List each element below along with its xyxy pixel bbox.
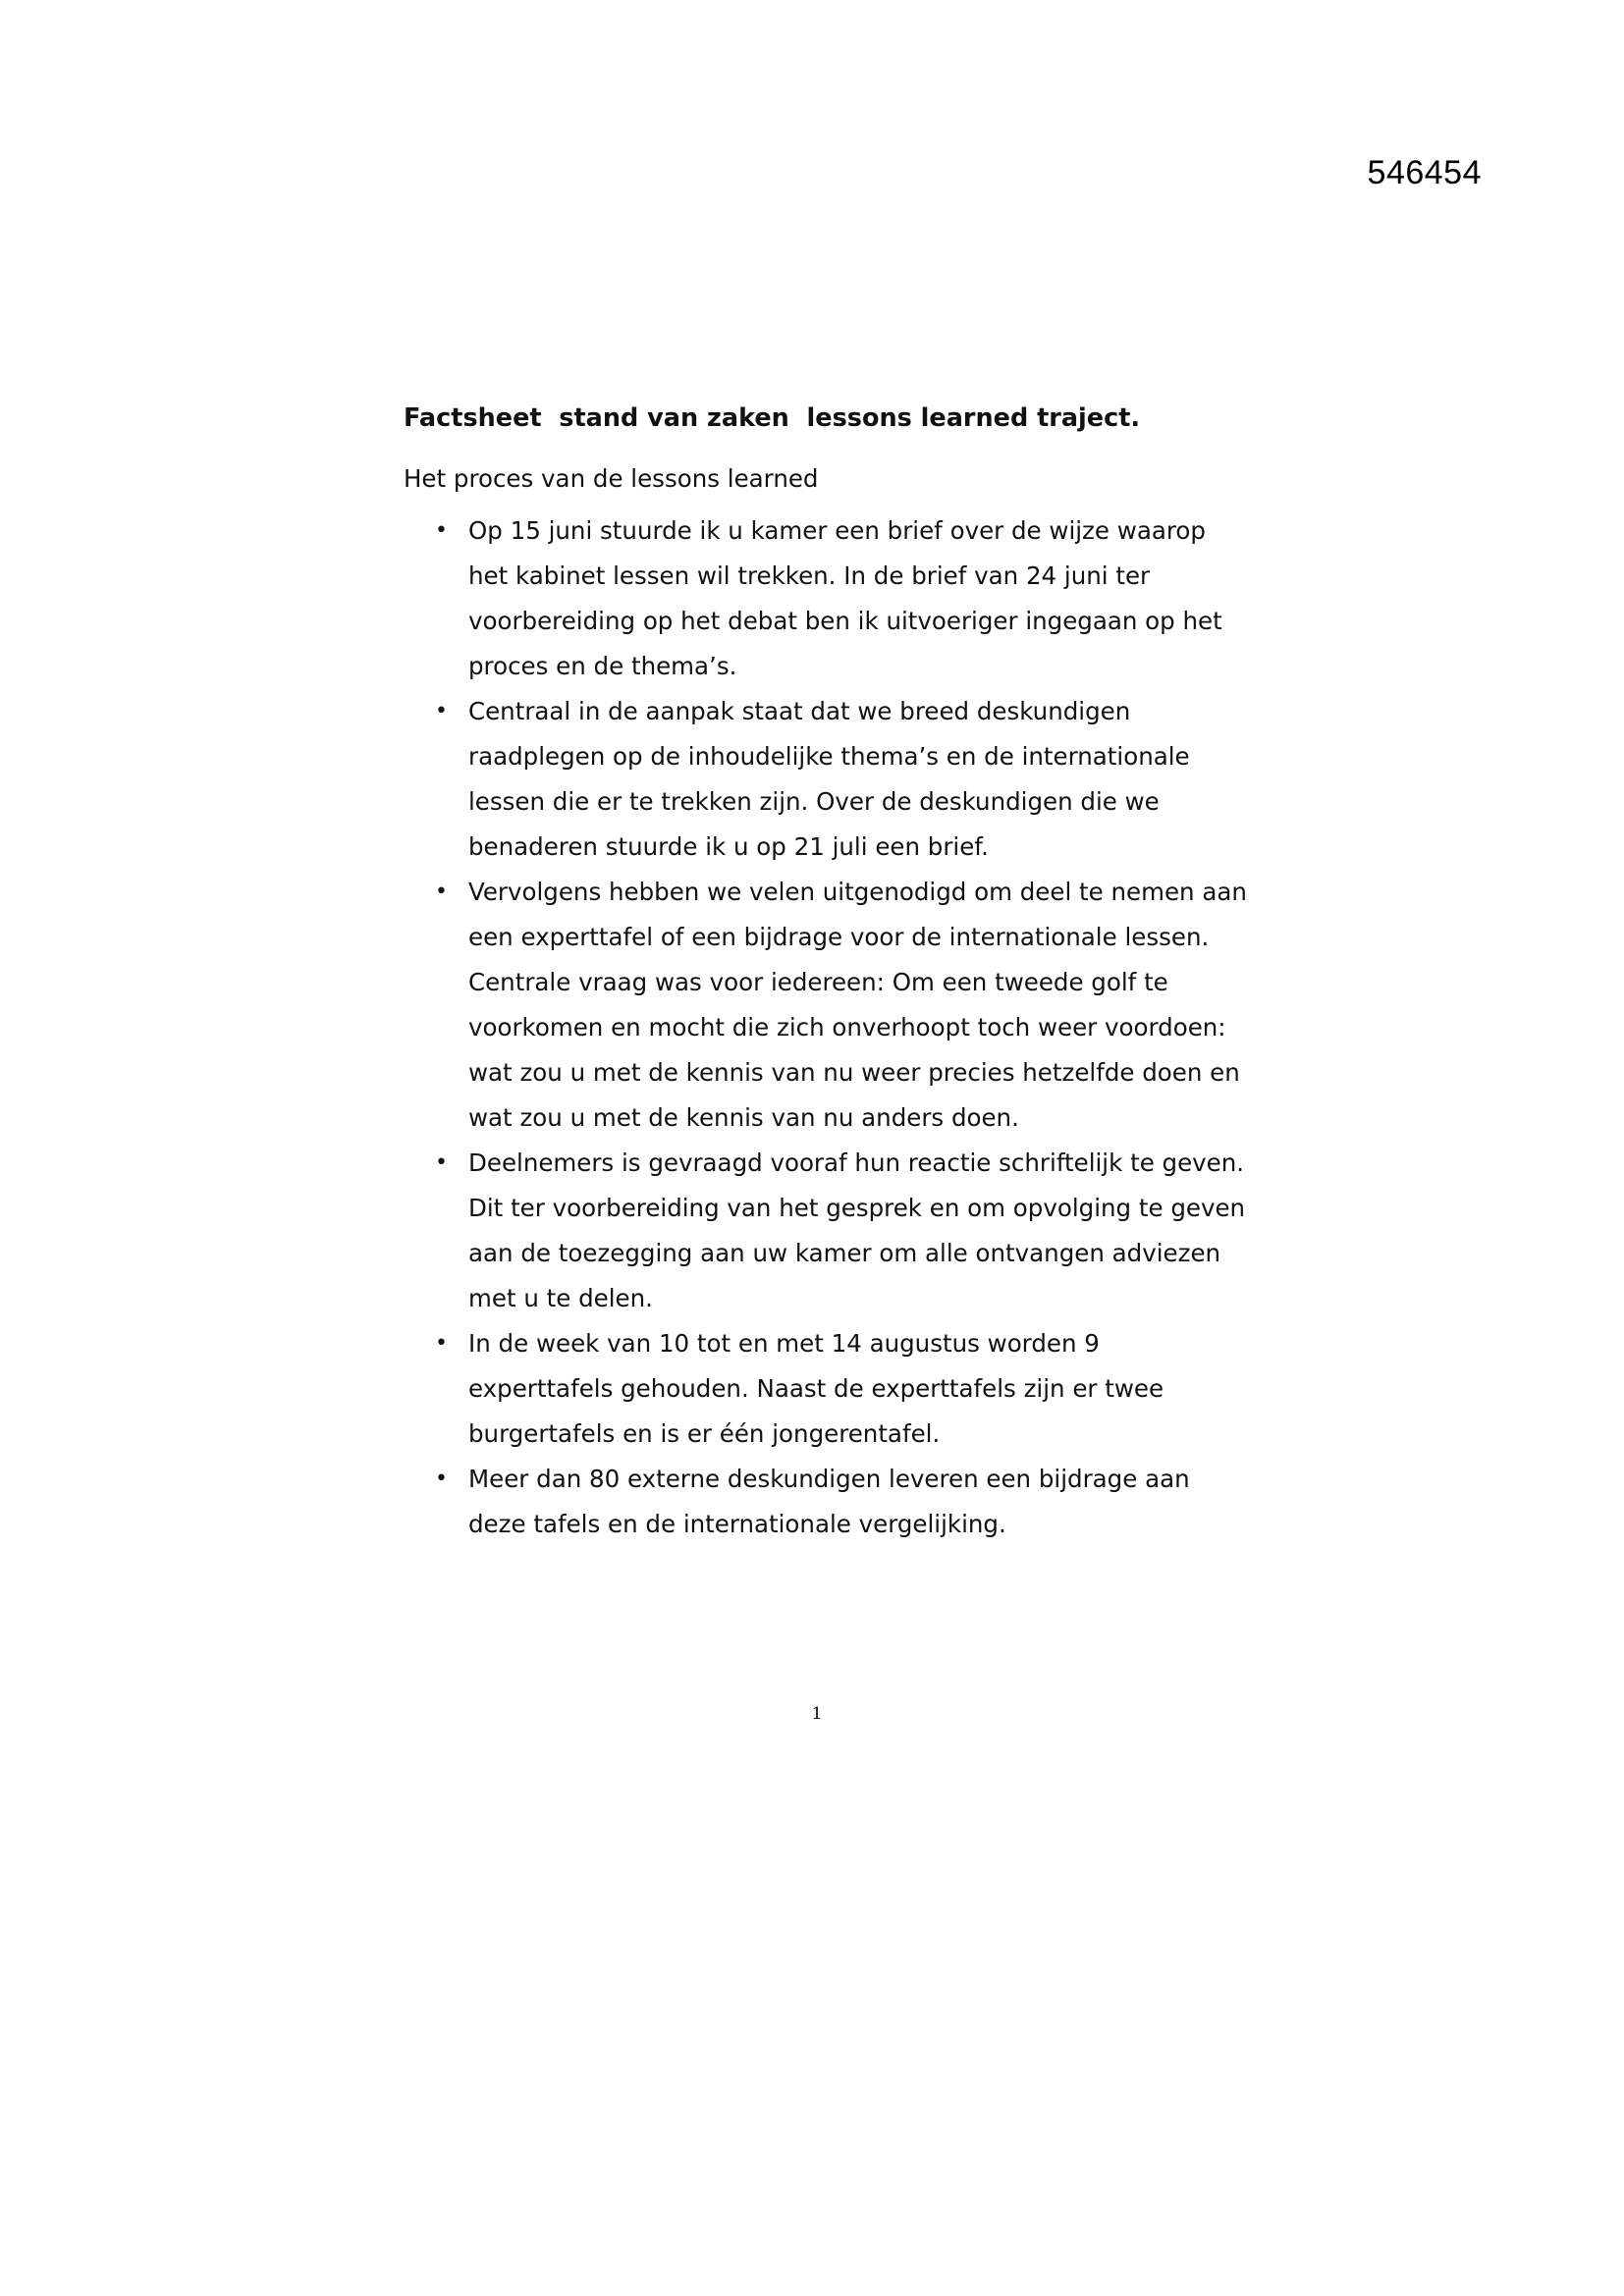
- bullet-icon: •: [435, 1467, 448, 1491]
- bullet-icon: •: [435, 518, 448, 543]
- list-item-text: Op 15 juni stuurde ik u kamer een brief over de wijze waarop het kabinet lessen wil trekken. In de brief van 24 juni ter voorbereiding op het debat ben ik uitvoeriger ingegaan op het proces en de thema’s.: [468, 516, 1222, 680]
- list-item: [435, 689, 1248, 870]
- bullet-icon: •: [435, 1331, 448, 1356]
- list-item-text: Meer dan 80 externe deskundigen leveren een bijdrage aan deze tafels en de internationale vergelijking.: [468, 1465, 1190, 1538]
- page-number: 1: [811, 1704, 823, 1724]
- list-item: [435, 870, 1248, 1141]
- list-item-text: Vervolgens hebben we velen uitgenodigd om deel te nemen aan een experttafel of een bijdrage voor de internationale lessen. Centrale vraag was voor iedereen: Om een tweede golf te voorkomen en mocht die zich onverhoopt toch weer voordoen: wat zou u met de kennis van nu weer precies hetzelfde doen en wat zou u met de kennis van nu anders doen.: [468, 878, 1247, 1132]
- document-title: Factsheet stand van zaken lessons learned traject.: [404, 403, 1141, 433]
- list-item: [435, 1457, 1248, 1547]
- list-item: [435, 1141, 1248, 1321]
- list-item: [435, 1321, 1248, 1457]
- bullet-list: [404, 508, 1248, 1547]
- bullet-icon: •: [435, 880, 448, 904]
- bullet-icon: •: [435, 1150, 448, 1175]
- section-heading: Het proces van de lessons learned: [404, 464, 819, 493]
- document-body: [404, 400, 1248, 1547]
- list-item: [435, 508, 1248, 689]
- document-number: 546454: [1367, 154, 1482, 191]
- list-item-text: Centraal in de aanpak staat dat we breed deskundigen raadplegen op de inhoudelijke thema’s en de internationale lessen die er te trekken zijn. Over de deskundigen die we benaderen stuurde ik u op 21 juli een brief.: [468, 697, 1190, 861]
- list-item-text: Deelnemers is gevraagd vooraf hun reactie schriftelijk te geven. Dit ter voorbereiding van het gesprek en om opvolging te geven aan de toezegging aan uw kamer om alle ontvangen adviezen met u te delen.: [468, 1148, 1246, 1312]
- bullet-icon: •: [435, 699, 448, 723]
- list-item-text: In de week van 10 tot en met 14 augustus worden 9 experttafels gehouden. Naast de experttafels zijn er twee burgertafels en is er één jongerentafel.: [468, 1329, 1164, 1448]
